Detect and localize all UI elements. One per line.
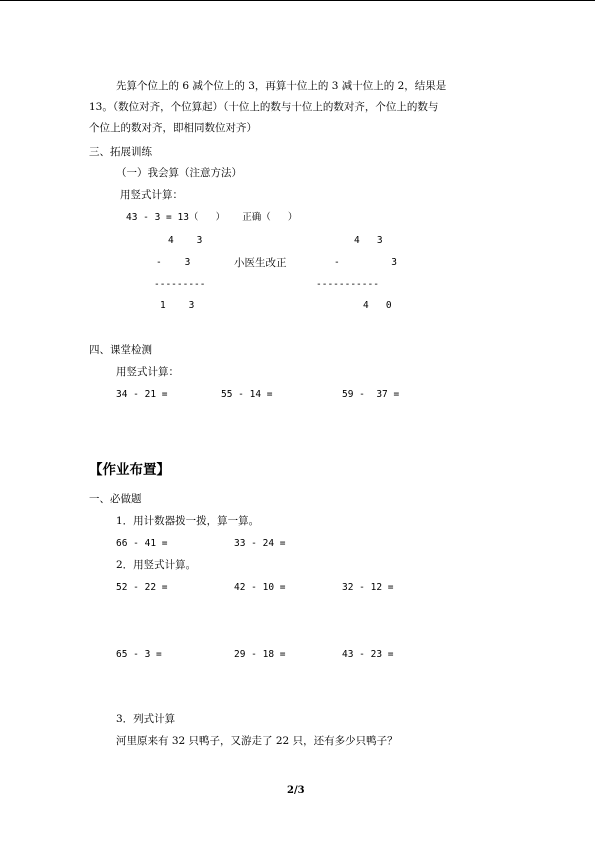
intro-line-1: 先算个位上的 6 减个位上的 3，再算十位上的 3 减十位上的 2，结果是 xyxy=(116,80,447,92)
doctor-correction-label: 小医生改正 xyxy=(234,257,287,269)
section-4-title: 四、课堂检测 xyxy=(89,344,152,356)
wrong-calc-top: 4 3 xyxy=(168,235,203,246)
correct-calc-result: 4 0 xyxy=(363,300,392,311)
q2-row1-problem-2: 42 - 10 = xyxy=(234,582,286,593)
section-4-problem-3: 59 - 37 = xyxy=(342,389,400,400)
section-3-subtitle: （一）我会算（注意方法） xyxy=(116,167,242,179)
section-4-problem-1: 34 - 21 = xyxy=(116,389,168,400)
homework-question-1: 1．用计数器拨一拨，算一算。 xyxy=(116,515,260,527)
correct-calc-line: ----------- xyxy=(316,279,379,290)
q2-row2-problem-3: 43 - 23 = xyxy=(342,649,394,660)
page-number: 2/3 xyxy=(287,785,305,796)
section-4-problem-2: 55 - 14 = xyxy=(221,389,273,400)
homework-question-3: 3．列式计算 xyxy=(116,713,176,725)
intro-line-2: 13。（数位对齐，个位算起）（十位上的数与十位上的数对齐，个位上的数与 xyxy=(89,101,439,113)
q3-word-problem: 河里原来有 32 只鸭子，又游走了 22 只，还有多少只鸭子？ xyxy=(116,735,398,747)
q1-problem-1: 66 - 41 = xyxy=(116,538,168,549)
section-3-title: 三、拓展训练 xyxy=(89,146,152,158)
q1-problem-2: 33 - 24 = xyxy=(234,538,286,549)
wrong-calc-operator: - 3 xyxy=(156,257,191,268)
homework-part-1-title: 一、必做题 xyxy=(89,493,142,505)
section-3-instruction: 用竖式计算： xyxy=(120,189,183,201)
wrong-calc-line: --------- xyxy=(154,279,206,290)
correct-calc-operator: - 3 xyxy=(334,257,397,268)
q2-row1-problem-3: 32 - 12 = xyxy=(342,582,394,593)
homework-question-2: 2．用竖式计算。 xyxy=(116,559,197,571)
homework-heading: 【作业布置】 xyxy=(89,462,170,478)
q2-row2-problem-1: 65 - 3 = xyxy=(116,649,162,660)
section-3-problem: 43 - 3 = 13（ ） 正确（ ） xyxy=(126,212,298,223)
wrong-calc-result: 1 3 xyxy=(160,300,195,311)
page-top-border xyxy=(0,0,595,1)
section-4-instruction: 用竖式计算： xyxy=(116,366,179,378)
q2-row2-problem-2: 29 - 18 = xyxy=(234,649,286,660)
correct-calc-top: 4 3 xyxy=(354,235,383,246)
q2-row1-problem-1: 52 - 22 = xyxy=(116,582,168,593)
intro-line-3: 个位上的数对齐，即相同数位对齐） xyxy=(89,122,257,134)
